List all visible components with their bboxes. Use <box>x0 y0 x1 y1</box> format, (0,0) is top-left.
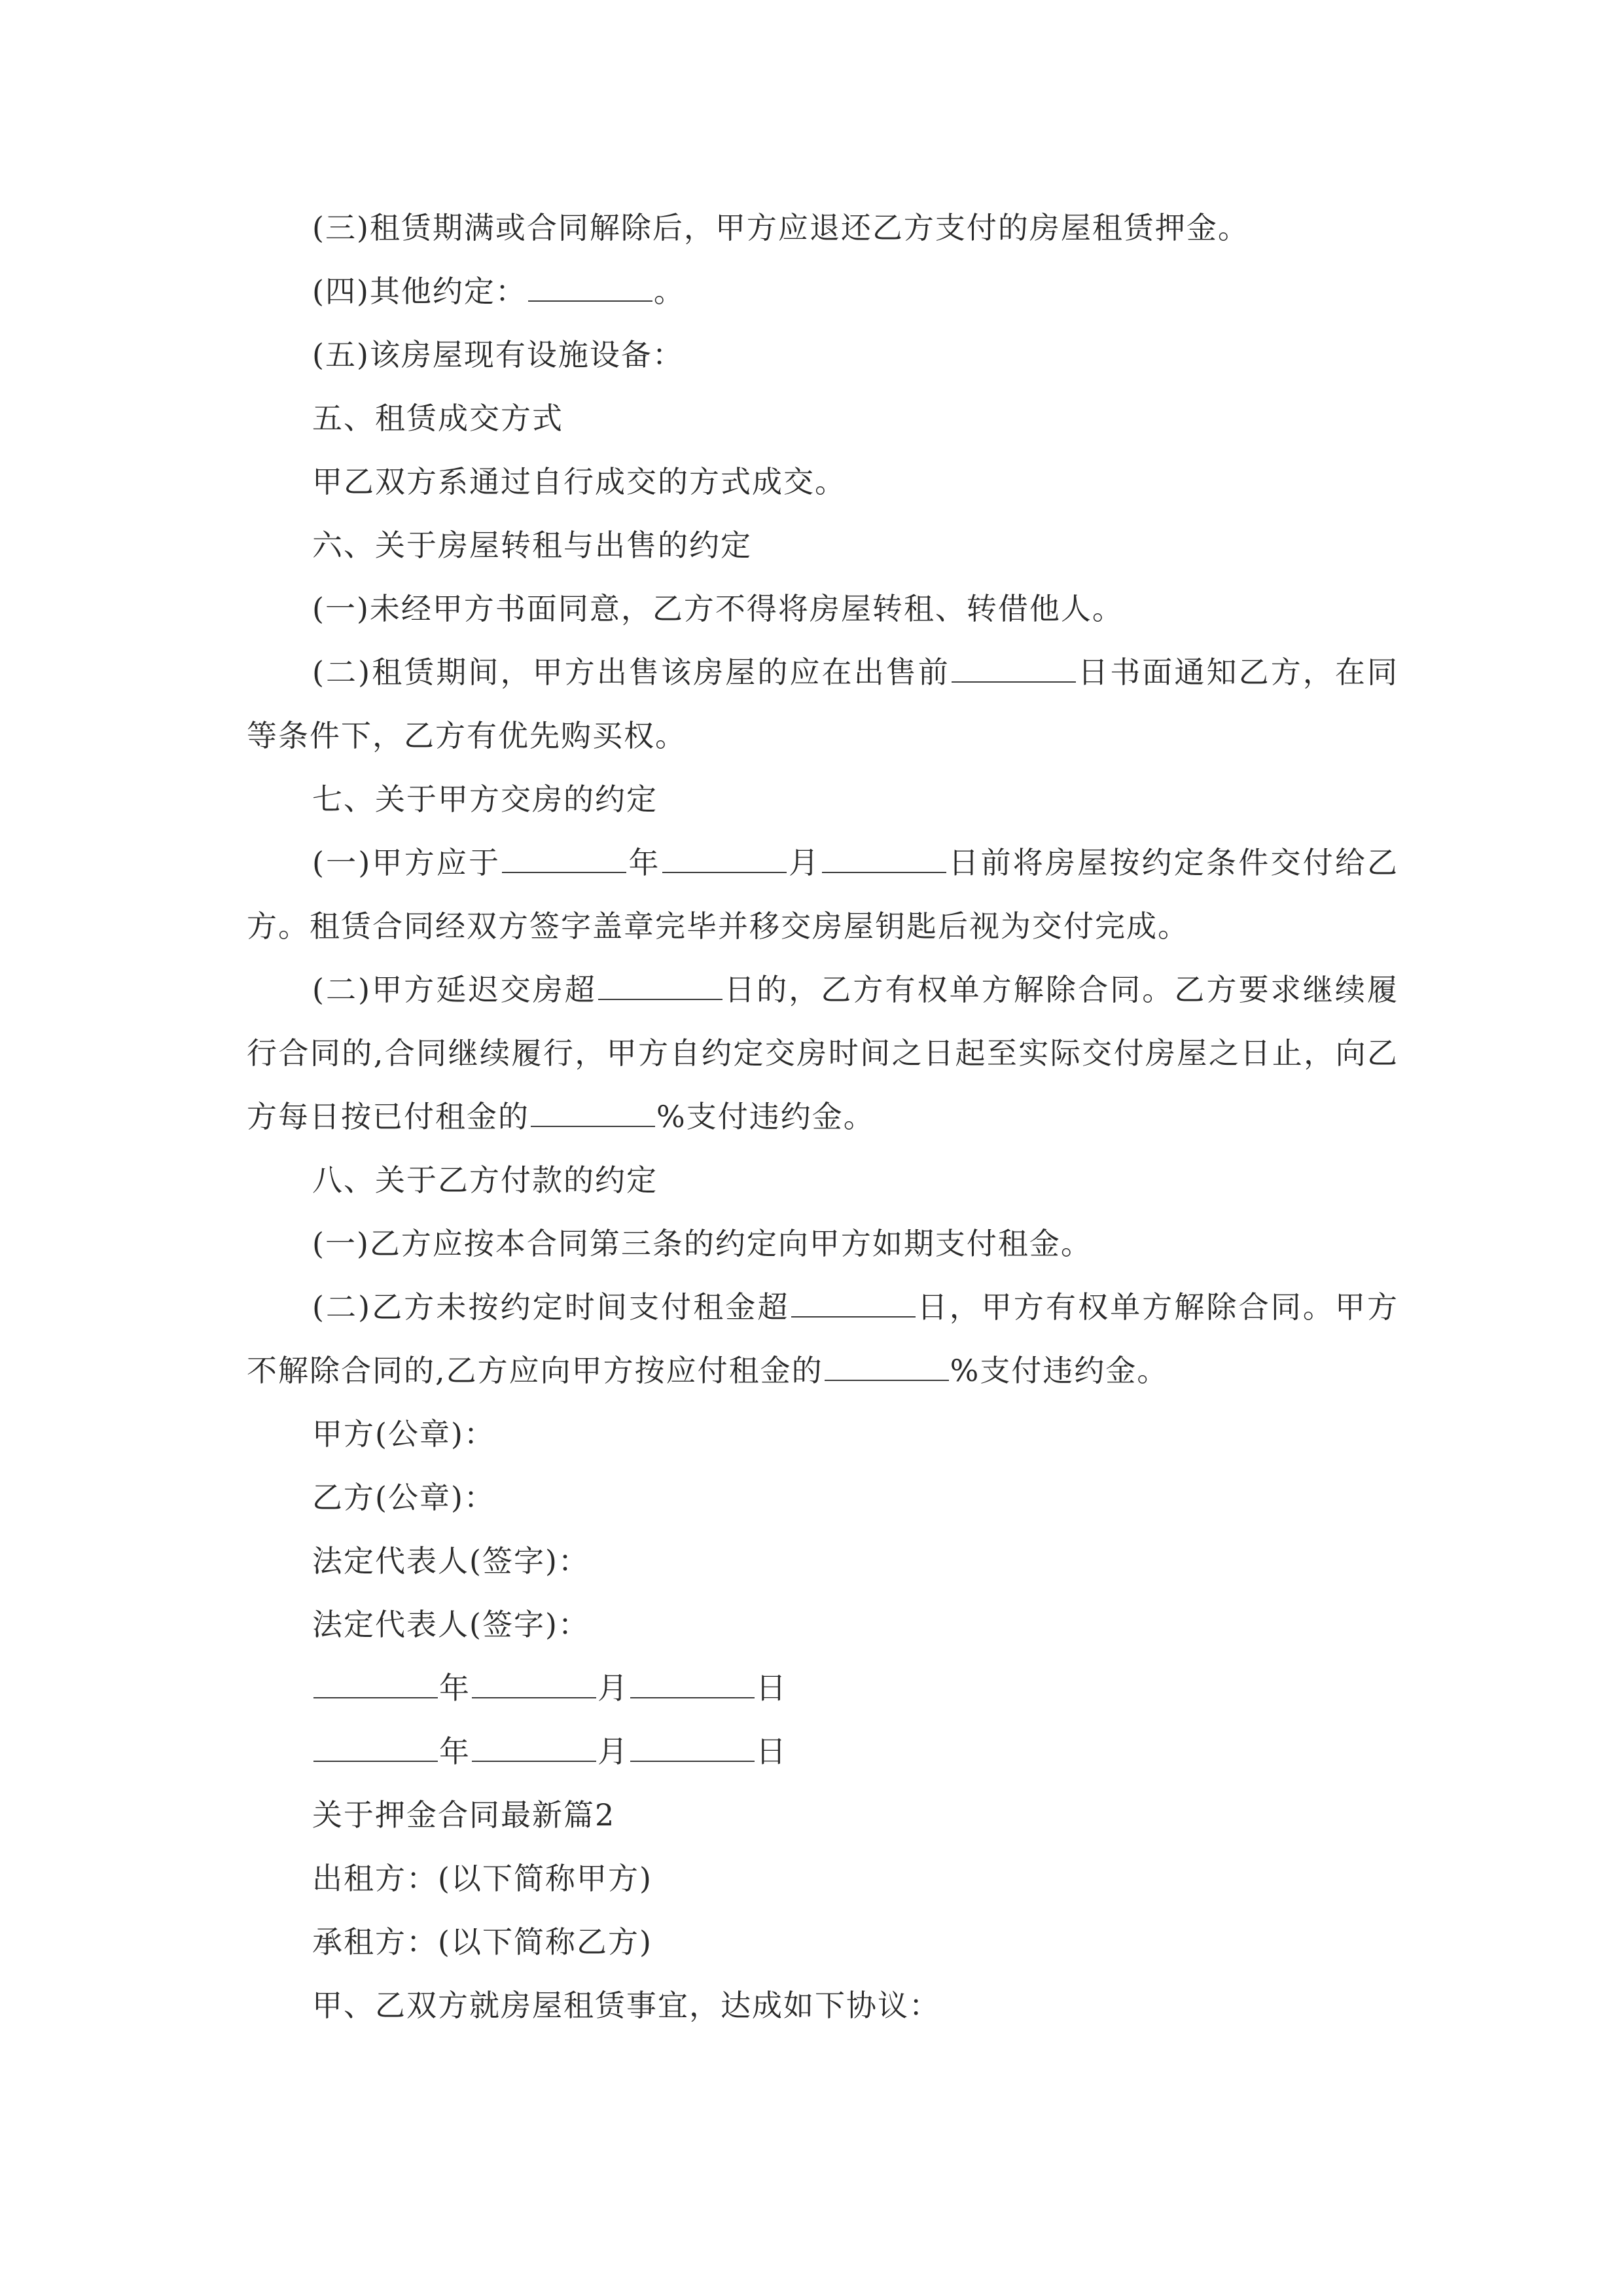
section-6-clause-2: (二)租赁期间，甲方出售该房屋的应在出售前 日书面通知乙方，在同等条件下，乙方有优先购买权。 <box>247 655 1399 753</box>
contract-2-title: 关于押金合同最新篇2 <box>312 1797 616 1833</box>
lessee-line: 承租方：(以下简称乙方) <box>312 1924 652 1960</box>
date-line-b: 年 月 日 <box>247 1720 1399 1784</box>
section-5-heading: 五、租赁成交方式 <box>312 401 563 436</box>
blank-field <box>313 1671 438 1698</box>
blank-field <box>472 1671 596 1698</box>
blank-field <box>502 846 626 873</box>
blank-field <box>472 1734 596 1762</box>
date-line-a: 年 月 日 <box>247 1657 1399 1720</box>
blank-field <box>313 1734 438 1762</box>
blank-field <box>825 1354 949 1381</box>
section-6-heading: 六、关于房屋转租与出售的约定 <box>312 528 752 563</box>
document-body <box>247 196 1399 2037</box>
section-7-clause-2: (二)甲方延迟交房超 日的，乙方有权单方解除合同。乙方要求继续履行合同的,合同继续履行，甲方自约定交房时间之日起至实际交付房屋之日止，向乙方每日按已付租金的 %支付违约金。 <box>247 972 1399 1134</box>
legal-rep-signature-b: 法定代表人(签字)： <box>312 1607 590 1642</box>
blank-field <box>598 973 722 1000</box>
party-a-seal: 甲方(公章)： <box>312 1416 495 1452</box>
section-7-heading: 七、关于甲方交房的约定 <box>312 781 658 817</box>
blank-field <box>662 846 787 873</box>
section-8-clause-1: (一)乙方应按本合同第三条的约定向甲方如期支付租金。 <box>312 1226 1092 1261</box>
blank-field <box>822 846 946 873</box>
section-6-clause-1: (一)未经甲方书面同意，乙方不得将房屋转租、转借他人。 <box>312 591 1124 626</box>
section-8-clause-2: (二)乙方未按约定时间支付租金超 日，甲方有权单方解除合同。甲方不解除合同的,乙方应向甲方按应付租金的 %支付违约金。 <box>247 1289 1399 1388</box>
legal-rep-signature-a: 法定代表人(签字)： <box>312 1543 590 1579</box>
section-7-clause-1: (一)甲方应于 年 月 日前将房屋按约定条件交付给乙方。租赁合同经双方签字盖章完毕并移交房屋钥匙后视为交付完成。 <box>247 845 1399 944</box>
clause-4-other: (四)其他约定： 。 <box>312 274 685 309</box>
blank-field <box>630 1671 755 1698</box>
section-8-heading: 八、关于乙方付款的约定 <box>312 1162 658 1198</box>
blank-field <box>791 1290 916 1318</box>
blank-field <box>531 1100 655 1127</box>
blank-field <box>528 274 652 302</box>
section-5-body: 甲乙双方系通过自行成交的方式成交。 <box>312 464 846 499</box>
party-b-seal: 乙方(公章)： <box>312 1480 495 1515</box>
agreement-intro: 甲、乙双方就房屋租赁事宜，达成如下协议： <box>312 1988 940 2023</box>
lessor-line: 出租方：(以下简称甲方) <box>312 1861 652 1896</box>
clause-3-3: (三)租赁期满或合同解除后，甲方应退还乙方支付的房屋租赁押金。 <box>312 210 1249 245</box>
blank-field <box>630 1734 755 1762</box>
blank-field <box>952 655 1076 683</box>
clause-5-facilities: (五)该房屋现有设施设备： <box>312 337 684 372</box>
